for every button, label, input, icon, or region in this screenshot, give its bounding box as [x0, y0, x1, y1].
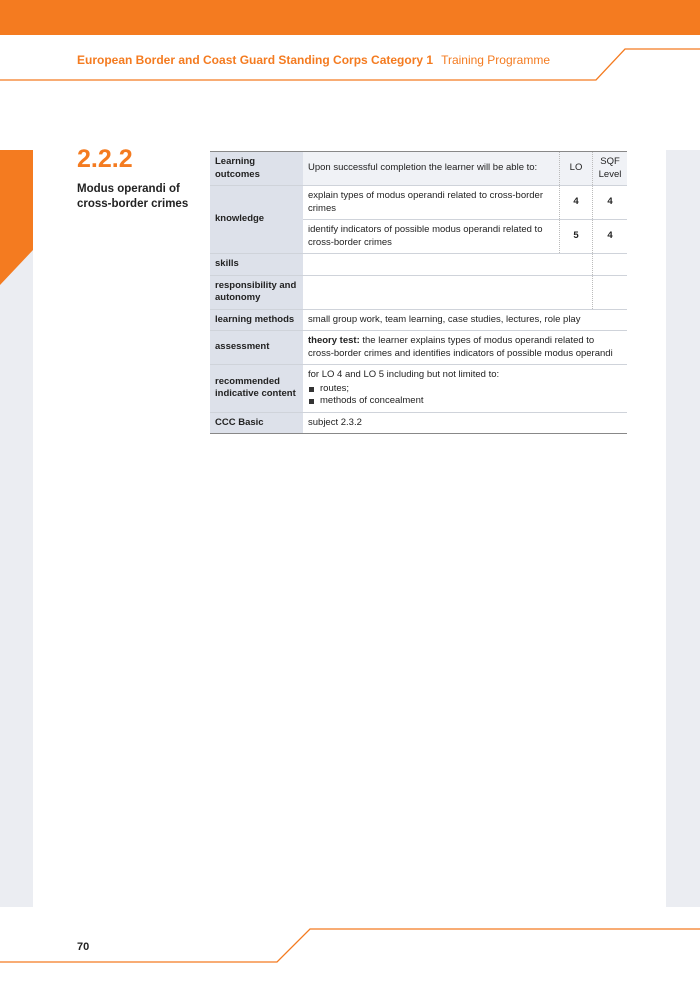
- row-label-knowledge: knowledge: [210, 186, 303, 254]
- list-item: routes;: [308, 383, 622, 396]
- row-label-learning-outcomes: Learning outcomes: [210, 152, 303, 186]
- header-title: European Border and Coast Guard Standing Corps Category 1: [77, 53, 434, 67]
- knowledge-item-text: explain types of modus operandi related to cross-border crimes: [303, 186, 560, 220]
- table-row: [210, 152, 627, 186]
- section-number: 2.2.2: [77, 145, 133, 173]
- assessment-cell: [303, 331, 627, 365]
- row-label-ccc: CCC Basic: [210, 412, 303, 434]
- section-title: Modus operandi of cross-border crimes: [77, 183, 189, 210]
- knowledge-item-sqf: 4: [593, 186, 628, 220]
- row-label-assessment: assessment: [210, 331, 303, 365]
- assessment-bold-label: theory test:: [308, 335, 360, 346]
- lo-column-header: LO: [560, 152, 593, 186]
- list-item: methods of concealment: [308, 395, 622, 408]
- content-cell: [303, 365, 627, 413]
- sqf-column-header: SQF Level: [593, 152, 628, 186]
- responsibility-empty-sqf: [593, 275, 628, 309]
- left-orange-marker: [0, 150, 33, 285]
- table-row: [210, 309, 627, 331]
- content-intro: for LO 4 and LO 5 including but not limited to:: [308, 369, 500, 380]
- table-row: [210, 412, 627, 434]
- content-bullet-list: [308, 383, 622, 408]
- row-label-responsibility: responsibility and autonomy: [210, 275, 303, 309]
- skills-empty-cell: [303, 254, 593, 276]
- knowledge-item-sqf: 4: [593, 220, 628, 254]
- header-intro-text: Upon successful completion the learner will be able to:: [303, 152, 560, 186]
- learning-methods-text: small group work, team learning, case studies, lectures, role play: [303, 309, 627, 331]
- table-row: [210, 186, 627, 220]
- assessment-text: the learner explains types of modus operandi related to cross-border crimes and identifies indicators of possible modus operandi: [308, 335, 613, 359]
- learning-outcomes-table: [210, 151, 627, 434]
- table-row: [210, 254, 627, 276]
- ccc-text: subject 2.3.2: [303, 412, 627, 434]
- table-row: [210, 365, 627, 413]
- knowledge-item-lo: 5: [560, 220, 593, 254]
- knowledge-item-text: identify indicators of possible modus operandi related to cross-border crimes: [303, 220, 560, 254]
- responsibility-empty-cell: [303, 275, 593, 309]
- row-label-learning-methods: learning methods: [210, 309, 303, 331]
- table-row: [210, 331, 627, 365]
- knowledge-item-lo: 4: [560, 186, 593, 220]
- right-side-panel: [666, 150, 700, 907]
- row-label-content: recommended indicative content: [210, 365, 303, 413]
- header-subtitle: Training Programme: [441, 53, 550, 67]
- row-label-skills: skills: [210, 254, 303, 276]
- table-row: [210, 275, 627, 309]
- skills-empty-sqf: [593, 254, 628, 276]
- page-number: 70: [77, 941, 90, 953]
